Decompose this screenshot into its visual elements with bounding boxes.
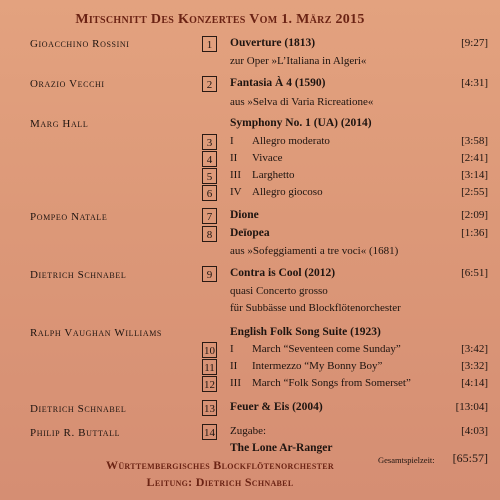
track-title: The Lone Ar-Ranger: [230, 442, 333, 454]
track-title: Contra is Cool (2012): [230, 267, 336, 279]
movement-numeral: I: [230, 135, 234, 147]
composer-name: Ralph Vaughan Williams: [30, 327, 162, 339]
track-title: Ouverture (1813): [230, 37, 316, 49]
track-number: 1: [202, 36, 217, 52]
work-title: English Folk Song Suite (1923): [230, 326, 381, 338]
composer-name: Pompeo Natale: [30, 211, 108, 223]
track-subtitle: aus »Sofeggiamenti a tre voci« (1681): [230, 245, 399, 257]
track-number: 4: [202, 151, 217, 167]
track-title: Dione: [230, 209, 259, 221]
track-title: Deïopea: [230, 227, 270, 239]
movement-name: Allegro moderato: [252, 135, 330, 147]
track-duration: [4:03]: [461, 425, 488, 437]
track-duration: [4:14]: [461, 377, 488, 389]
track-number: 12: [202, 376, 217, 392]
track-subtitle: aus »Selva di Varia Ricreatione«: [230, 96, 374, 108]
movement-name: Vivace: [252, 152, 283, 164]
track-duration: [9:27]: [461, 37, 488, 49]
track-duration: [13:04]: [455, 401, 488, 413]
total-time-value: [65:57]: [452, 451, 488, 465]
track-number: 2: [202, 76, 217, 92]
movement-name: March “Seventeen come Sunday”: [252, 343, 401, 355]
track-duration: [3:58]: [461, 135, 488, 147]
track-number: 11: [202, 359, 217, 375]
composer-name: Dietrich Schnabel: [30, 269, 127, 281]
movement-numeral: I: [230, 343, 234, 355]
track-title: Feuer & Eis (2004): [230, 401, 323, 413]
movement-name: March “Folk Songs from Somerset”: [252, 377, 411, 389]
movement-numeral: III: [230, 169, 241, 181]
track-number: 10: [202, 342, 217, 358]
track-number: 8: [202, 226, 217, 242]
track-duration: [3:32]: [461, 360, 488, 372]
track-number: 3: [202, 134, 217, 150]
track-duration: [6:51]: [461, 267, 488, 279]
ensemble-name: Württembergisches Blockflötenorchester: [106, 458, 334, 472]
track-duration: [3:14]: [461, 169, 488, 181]
track-duration: [1:36]: [461, 227, 488, 239]
track-number: 13: [202, 400, 217, 416]
movement-numeral: II: [230, 152, 238, 164]
track-number: 14: [202, 424, 217, 440]
track-subtitle: quasi Concerto grosso: [230, 285, 328, 297]
page-title: Mitschnitt Des Konzertes Vom 1. März 2015: [75, 12, 365, 27]
track-subtitle: Zugabe:: [230, 425, 267, 437]
track-subtitle: zur Oper »L’Italiana in Algeri«: [230, 55, 367, 67]
track-duration: [4:31]: [461, 77, 488, 89]
track-duration: [2:41]: [461, 152, 488, 164]
track-duration: [2:55]: [461, 186, 488, 198]
work-title: Symphony No. 1 (UA) (2014): [230, 117, 372, 129]
composer-name: Philip R. Buttall: [30, 427, 121, 439]
movement-name: Larghetto: [252, 169, 295, 181]
movement-numeral: II: [230, 360, 238, 372]
track-number: 9: [202, 266, 217, 282]
track-number: 5: [202, 168, 217, 184]
composer-name: Orazio Vecchi: [30, 78, 105, 90]
composer-name: Dietrich Schnabel: [30, 403, 127, 415]
movement-name: Intermezzo “My Bonny Boy”: [252, 360, 383, 372]
composer-name: Marg Hall: [30, 118, 89, 130]
track-duration: [2:09]: [461, 209, 488, 221]
movement-name: Allegro giocoso: [252, 186, 323, 198]
track-title: Fantasia À 4 (1590): [230, 77, 326, 89]
movement-numeral: III: [230, 377, 241, 389]
movement-numeral: IV: [230, 186, 242, 198]
track-duration: [3:42]: [461, 343, 488, 355]
track-number: 7: [202, 208, 217, 224]
track-subtitle: für Subbässe und Blockflötenorchester: [230, 302, 401, 314]
track-number: 6: [202, 185, 217, 201]
conductor-line: Leitung: Dietrich Schnabel: [146, 475, 294, 489]
total-time-label: Gesamtspielzeit:: [378, 455, 435, 465]
composer-name: Gioacchino Rossini: [30, 38, 130, 50]
